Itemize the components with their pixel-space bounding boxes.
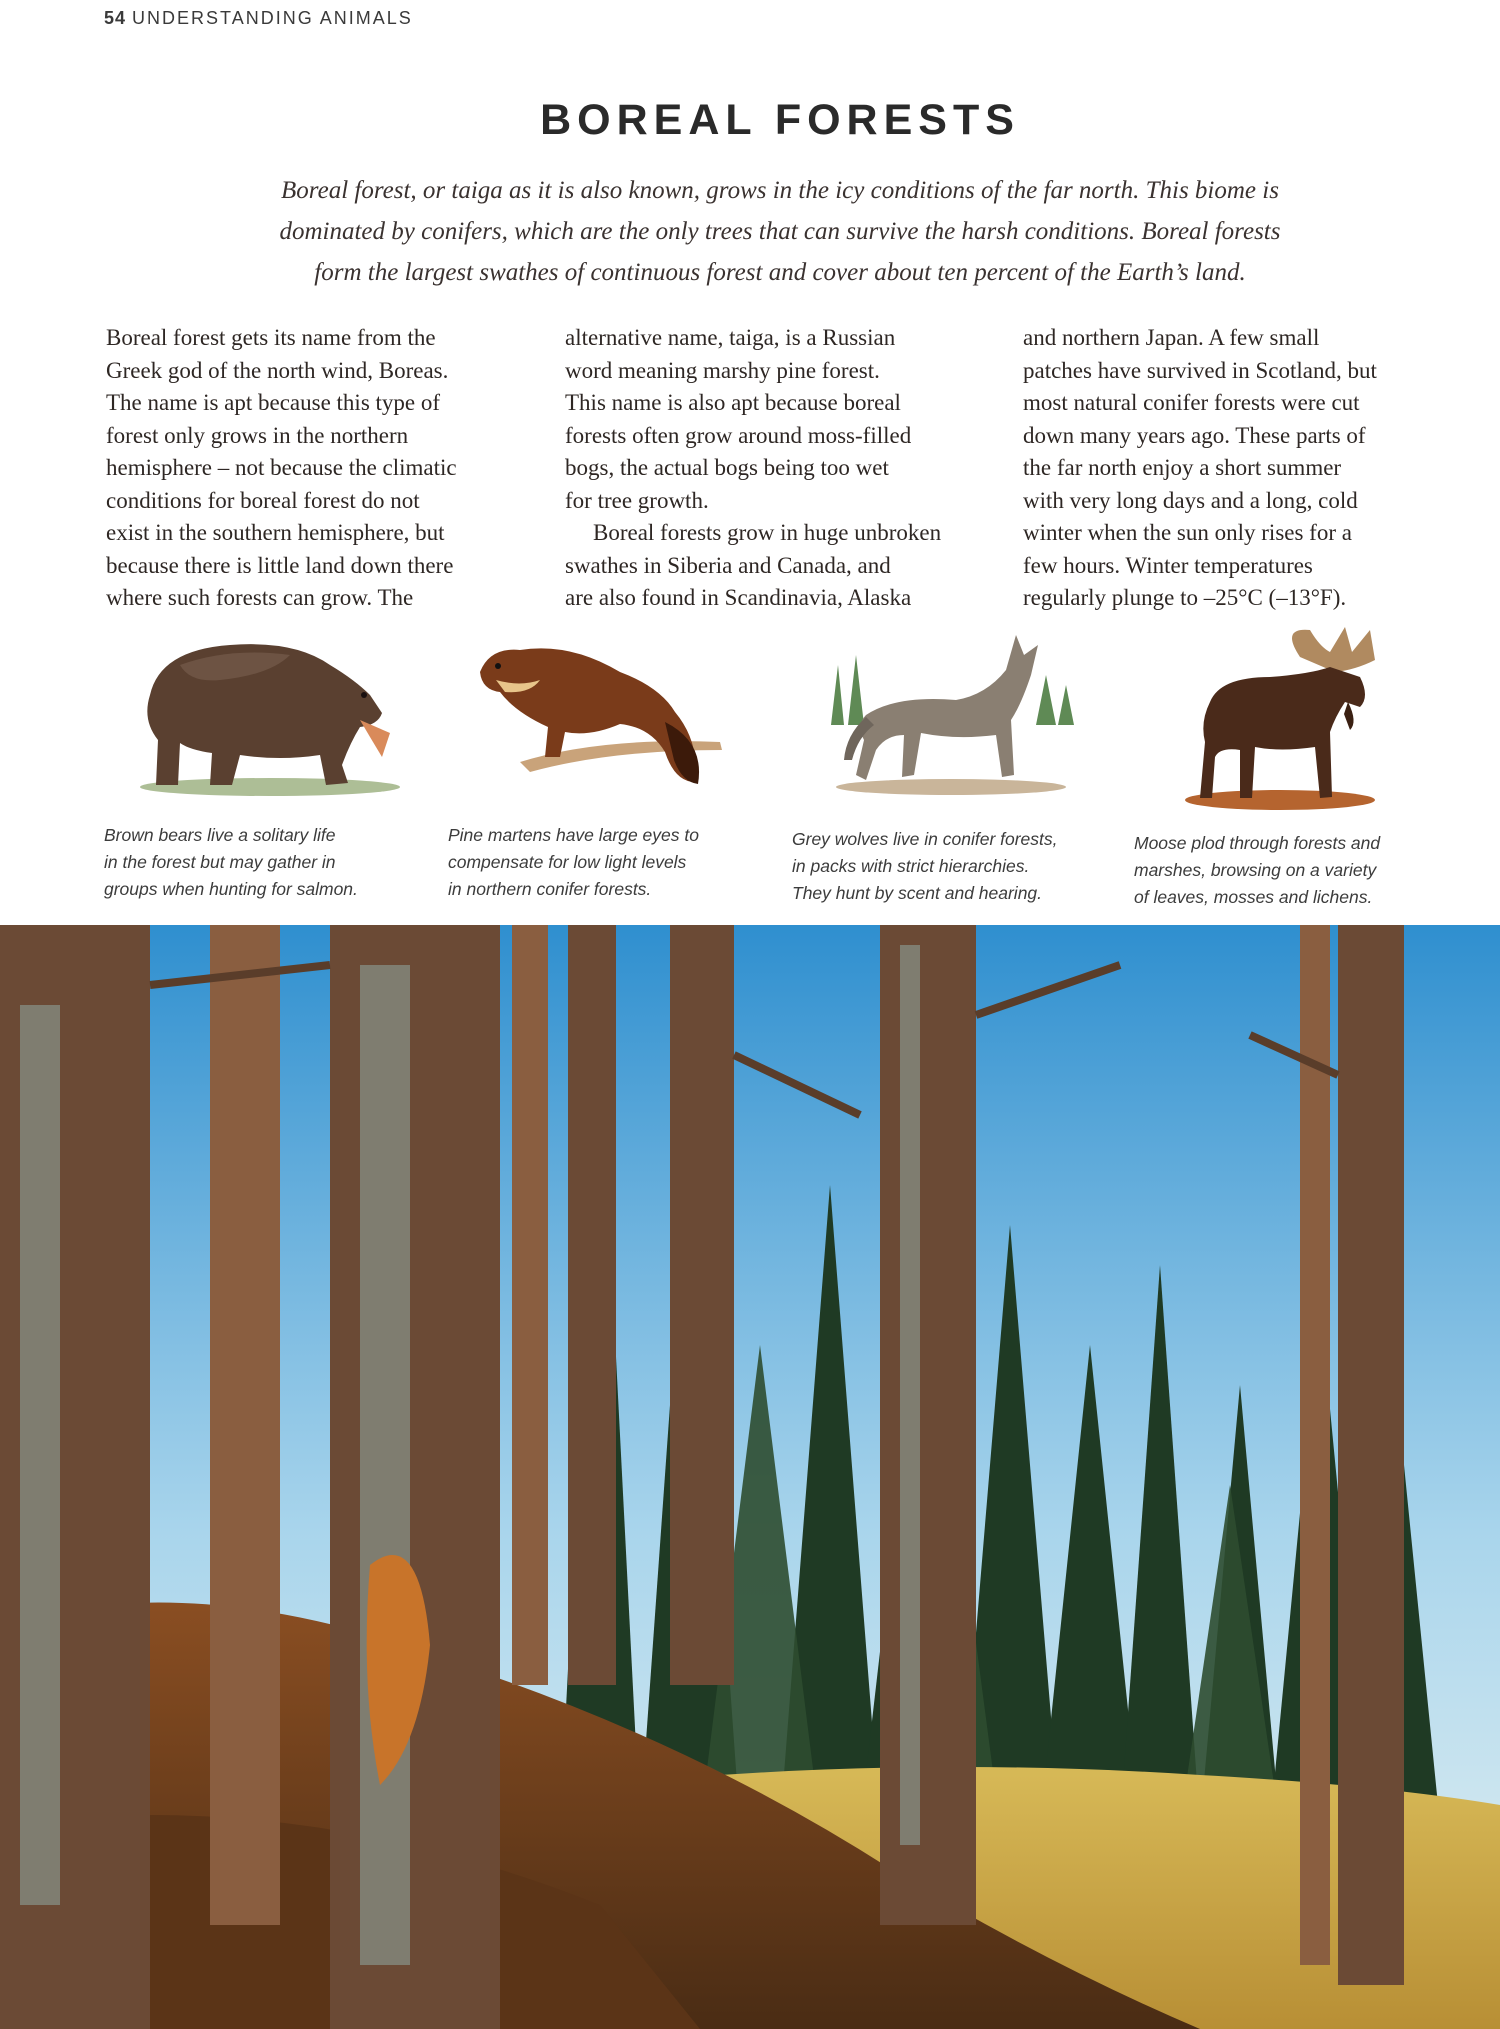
caption-line: groups when hunting for salmon.	[104, 879, 358, 899]
caption-line: marshes, browsing on a variety	[1134, 860, 1377, 880]
body-line: forest only grows in the northern	[106, 422, 409, 448]
body-line: regularly plunge to –25°C (–13°F).	[1023, 585, 1347, 610]
body-line: Boreal forest gets its name from the	[106, 325, 436, 350]
page-title: BOREAL FORESTS	[540, 96, 1020, 144]
body-line: for tree growth.	[565, 487, 709, 513]
caption-line: Grey wolves live in conifer forests,	[792, 829, 1058, 849]
section-title: UNDERSTANDING ANIMALS	[132, 8, 413, 28]
brown-bear-illustration	[120, 625, 410, 805]
moose-illustration	[1160, 622, 1410, 817]
caption-line: in the forest but may gather in	[104, 852, 336, 872]
body-line: This name is also apt because boreal	[565, 390, 901, 415]
body-line: winter when the sun only rises for a	[1023, 520, 1352, 545]
caption-line: of leaves, mosses and lichens.	[1134, 887, 1373, 907]
body-line: few hours. Winter temperatures	[1023, 552, 1313, 578]
body-column-3	[1023, 322, 1443, 615]
intro-line: Boreal forest, or taiga as it is also known, grows in the icy conditions of the far north. This biome is	[281, 177, 1279, 204]
marten-caption	[448, 822, 699, 903]
bear-caption	[104, 822, 358, 903]
caption-line: in packs with strict hierarchies.	[792, 856, 1030, 876]
wolf-caption	[792, 826, 1058, 907]
body-line: because there is little land down there	[106, 552, 454, 578]
caption-line: Brown bears live a solitary life	[104, 825, 336, 845]
caption-line: They hunt by scent and hearing.	[792, 883, 1043, 903]
body-line: with very long days and a long, cold	[1023, 487, 1358, 513]
page-number: 54	[104, 8, 127, 28]
intro-line: form the largest swathes of continuous forest and cover about ten percent of the Earth’s land.	[314, 259, 1246, 286]
moose-caption	[1134, 830, 1380, 911]
body-line: Greek god of the north wind, Boreas.	[106, 357, 449, 383]
body-column-2	[565, 322, 995, 615]
body-line: forests often grow around moss-filled	[565, 422, 912, 448]
caption-line: Pine martens have large eyes to	[448, 825, 699, 845]
body-line: are also found in Scandinavia, Alaska	[565, 585, 912, 610]
intro-line: dominated by conifers, which are the only trees that can survive the harsh conditions. Boreal forests	[279, 218, 1281, 245]
body-column-1	[106, 322, 526, 615]
body-line: Boreal forests grow in huge unbroken	[593, 520, 942, 545]
grey-wolf-illustration	[826, 625, 1076, 800]
body-line: conditions for boreal forest do not	[106, 487, 420, 513]
body-line: word meaning marshy pine forest.	[565, 357, 880, 383]
body-line: down many years ago. These parts of	[1023, 422, 1366, 448]
body-line: The name is apt because this type of	[106, 390, 441, 415]
pine-marten-illustration	[460, 632, 740, 792]
body-line: exist in the southern hemisphere, but	[106, 520, 445, 545]
intro-paragraph	[180, 170, 1380, 293]
caption-line: compensate for low light levels	[448, 852, 687, 872]
body-line: and northern Japan. A few small	[1023, 325, 1320, 350]
body-line: patches have survived in Scotland, but	[1023, 357, 1377, 383]
body-line: where such forests can grow. The	[106, 585, 414, 610]
boreal-forest-scene-illustration	[0, 925, 1500, 2029]
body-line: the far north enjoy a short summer	[1023, 455, 1342, 480]
body-line: most natural conifer forests were cut	[1023, 390, 1360, 415]
caption-line: in northern conifer forests.	[448, 879, 652, 899]
body-line: alternative name, taiga, is a Russian	[565, 325, 896, 350]
body-line: swathes in Siberia and Canada, and	[565, 552, 891, 578]
body-line: bogs, the actual bogs being too wet	[565, 455, 889, 480]
caption-line: Moose plod through forests and	[1134, 833, 1381, 853]
body-line: hemisphere – not because the climatic	[106, 455, 457, 480]
running-header	[104, 8, 413, 29]
